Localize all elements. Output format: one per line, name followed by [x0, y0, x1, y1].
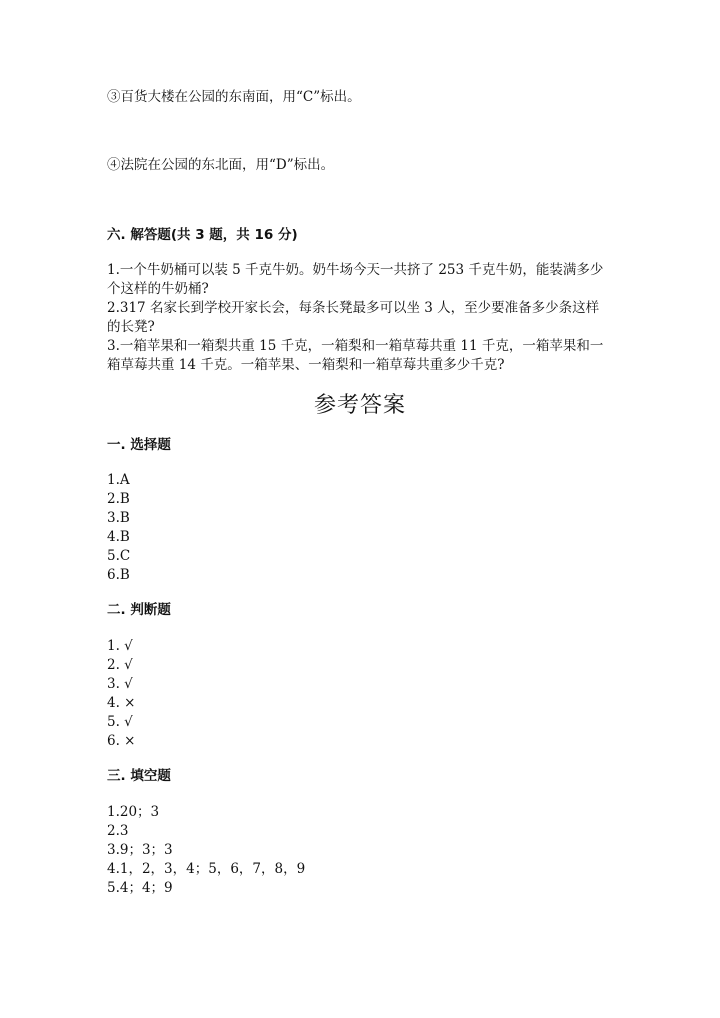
fill-answer: 5.4；4；9	[107, 880, 173, 896]
fill-answer: 3.9；3；3	[107, 842, 173, 858]
answers-title: 参考答案	[313, 393, 406, 418]
choice-answer: 4.B	[107, 529, 130, 545]
choice-answer: 2.B	[107, 491, 130, 507]
fill-answer: 4.1，2，3，4；5，6，7，8，9	[107, 861, 306, 877]
choice-answer: 3.B	[107, 510, 130, 526]
judge-heading: 二. 判断题	[107, 602, 171, 618]
question-1: 1.一个牛奶桶可以装 5 千克牛奶。奶牛场今天一共挤了 253 千克牛奶，能装满多少个这样的牛奶桶?	[107, 262, 604, 297]
judge-answer: 2. √	[107, 657, 133, 673]
judge-answer: 6. ×	[107, 733, 136, 749]
judge-answer: 4. ×	[107, 695, 136, 711]
section6-heading: 六. 解答题(共 3 题，共 16 分)	[107, 227, 298, 243]
fill-answer: 1.20；3	[107, 804, 160, 820]
question-3: 3.一箱苹果和一箱梨共重 15 千克，一箱梨和一箱草莓共重 11 千克，一箱苹果和一箱草莓共重 14 千克。一箱苹果、一箱梨和一箱草莓共重多少千克?	[107, 338, 604, 373]
map-task-c: ③百货大楼在公园的东南面，用“C”标出。	[107, 89, 361, 105]
choice-answer: 6.B	[107, 567, 130, 583]
map-task-d: ④法院在公园的东北面，用“D”标出。	[107, 157, 335, 173]
judge-answer: 1. √	[107, 638, 133, 654]
judge-answer: 3. √	[107, 676, 133, 692]
fill-heading: 三. 填空题	[107, 768, 171, 784]
judge-answer: 5. √	[107, 714, 133, 730]
choice-answer: 1.A	[107, 472, 130, 488]
choice-answer: 5.C	[107, 548, 131, 564]
question-2: 2.317 名家长到学校开家长会，每条长凳最多可以坐 3 人，至少要准备多少条这样的长凳?	[107, 300, 600, 335]
choice-heading: 一. 选择题	[107, 437, 171, 453]
fill-answer: 2.3	[107, 823, 129, 839]
